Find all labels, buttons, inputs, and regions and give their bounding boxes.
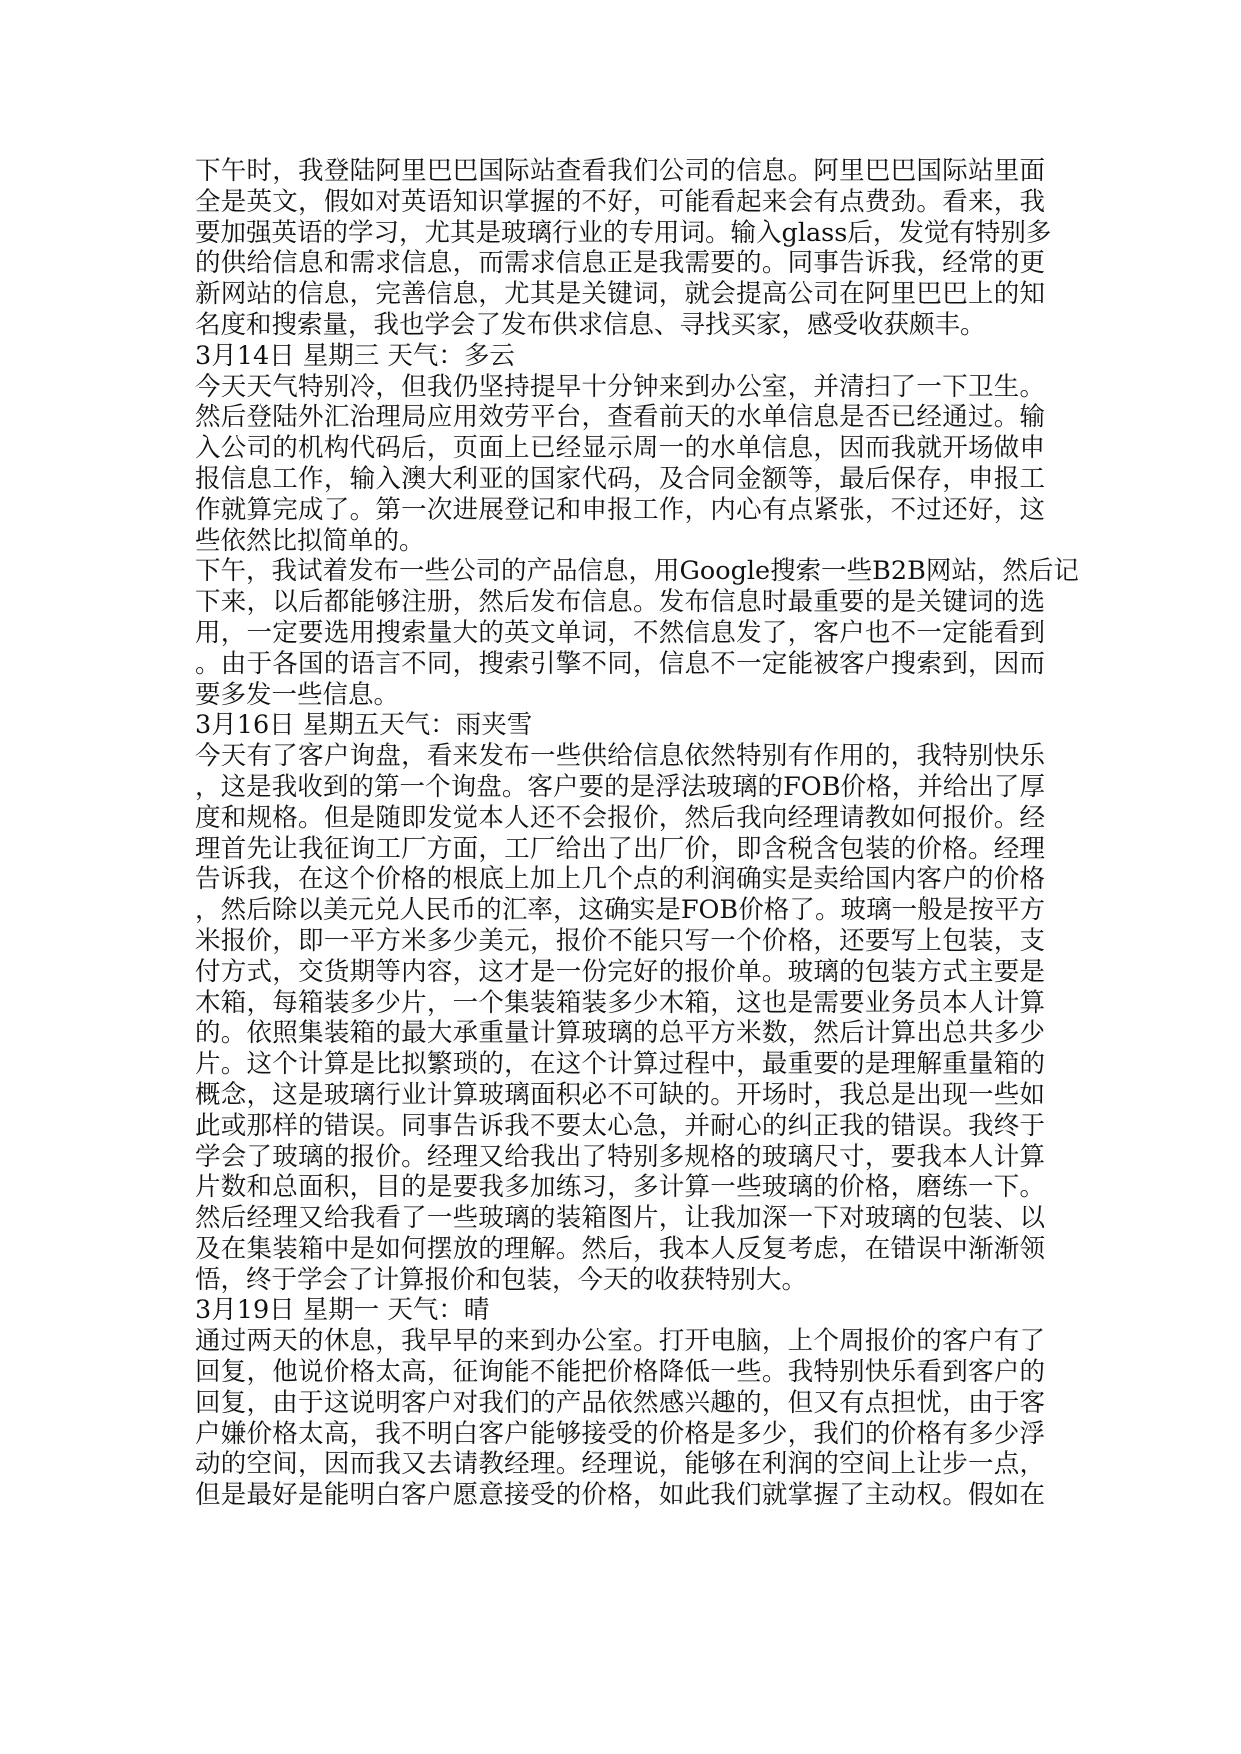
- text-line: 新网站的信息，完善信息，尤其是关键词，就会提高公司在阿里巴巴上的知: [195, 279, 1045, 310]
- text-line: 付方式，交货期等内容，这才是一份完好的报价单。玻璃的包装方式主要是: [195, 956, 1045, 987]
- text-line: 度和规格。但是随即发觉本人还不会报价，然后我向经理请教如何报价。经: [195, 802, 1045, 833]
- text-line: 理首先让我征询工厂方面，工厂给出了出厂价，即含税含包装的价格。经理: [195, 833, 1045, 864]
- text-line: 下午，我试着发布一些公司的产品信息，用Google搜索一些B2B网站，然后记: [195, 556, 1079, 587]
- text-line: 报信息工作，输入澳大利亚的国家代码，及合同金额等，最后保存，申报工: [195, 463, 1045, 494]
- text-line: 作就算完成了。第一次进展登记和申报工作，内心有点紧张，不过还好，这: [195, 494, 1045, 525]
- text-line-last: 名度和搜索量，我也学会了发布供求信息、寻找买家，感受收获颇丰。: [195, 309, 986, 340]
- text-line: 动的空间，因而我又去请教经理。经理说，能够在利润的空间上让步一点，: [195, 1449, 1045, 1480]
- text-line: 片数和总面积，目的是要我多加练习，多计算一些玻璃的价格，磨练一下。: [195, 1172, 1045, 1203]
- text-line: 然后经理又给我看了一些玻璃的装箱图片，让我加深一下对玻璃的包装、以: [195, 1203, 1045, 1234]
- text-line: 然后登陆外汇治理局应用效劳平台，查看前天的水单信息是否已经通过。输: [195, 402, 1045, 433]
- text-line: 片。这个计算是比拟繁琐的，在这个计算过程中，最重要的是理解重量箱的: [195, 1049, 1045, 1080]
- text-line: 用，一定要选用搜索量大的英文单词，不然信息发了，客户也不一定能看到: [195, 617, 1045, 648]
- document-body: [195, 156, 1079, 1511]
- text-line: 下午时，我登陆阿里巴巴国际站查看我们公司的信息。阿里巴巴国际站里面: [195, 156, 1045, 186]
- text-line: ，这是我收到的第一个询盘。客户要的是浮法玻璃的FOB价格，并给出了厚: [195, 771, 1045, 802]
- text-line: 今天有了客户询盘，看来发布一些供给信息依然特别有作用的，我特别快乐: [195, 741, 1045, 772]
- text-line: 的供给信息和需求信息，而需求信息正是我需要的。同事告诉我，经常的更: [195, 248, 1045, 279]
- text-line: 的。依照集装箱的最大承重量计算玻璃的总平方米数，然后计算出总共多少: [195, 1018, 1045, 1049]
- text-line: 告诉我，在这个价格的根底上加上几个点的利润确实是卖给国内客户的价格: [195, 864, 1045, 895]
- text-line: 此或那样的错误。同事告诉我不要太心急，并耐心的纠正我的错误。我终于: [195, 1110, 1045, 1141]
- text-line: 回复，他说价格太高，征询能不能把价格降低一些。我特别快乐看到客户的: [195, 1357, 1045, 1388]
- text-line: 学会了玻璃的报价。经理又给我出了特别多规格的玻璃尺寸，要我本人计算: [195, 1141, 1045, 1172]
- text-line: 户嫌价格太高，我不明白客户能够接受的价格是多少，我们的价格有多少浮: [195, 1418, 1045, 1449]
- text-line: 全是英文，假如对英语知识掌握的不好，可能看起来会有点费劲。看来，我: [195, 186, 1045, 217]
- text-line: ，然后除以美元兑人民币的汇率，这确实是FOB价格了。玻璃一般是按平方: [195, 895, 1045, 926]
- text-line-last: 些依然比拟简单的。: [195, 525, 425, 556]
- text-line: 通过两天的休息，我早早的来到办公室。打开电脑，上个周报价的客户有了: [195, 1326, 1045, 1357]
- text-line: 木箱，每箱装多少片，一个集装箱装多少木箱，这也是需要业务员本人计算: [195, 987, 1045, 1018]
- text-line: 下来，以后都能够注册，然后发布信息。发布信息时最重要的是关键词的选: [195, 587, 1045, 618]
- text-line: 概念，这是玻璃行业计算玻璃面积必不可缺的。开场时，我总是出现一些如: [195, 1079, 1045, 1110]
- text-line: 及在集装箱中是如何摆放的理解。然后，我本人反复考虑，在错误中渐渐领: [195, 1233, 1045, 1264]
- text-line: 米报价，即一平方米多少美元，报价不能只写一个价格，还要写上包装，支: [195, 925, 1045, 956]
- text-line: 但是最好是能明白客户愿意接受的价格，如此我们就掌握了主动权。假如在: [195, 1480, 1045, 1511]
- text-line-last: 要多发一些信息。: [195, 679, 400, 710]
- text-line: 今天天气特别冷，但我仍坚持提早十分钟来到办公室，并清扫了一下卫生。: [195, 371, 1045, 402]
- text-line-last: 3月19日 星期一 天气：晴: [195, 1295, 490, 1326]
- text-line-last: 3月16日 星期五天气：雨夹雪: [195, 710, 533, 741]
- text-line-last: 3月14日 星期三 天气：多云: [195, 340, 515, 371]
- text-line: 要加强英语的学习，尤其是玻璃行业的专用词。输入glass后，发觉有特别多: [195, 217, 1052, 248]
- text-line: 。由于各国的语言不同，搜索引擎不同，信息不一定能被客户搜索到，因而: [195, 648, 1045, 679]
- text-line: 入公司的机构代码后，页面上已经显示周一的水单信息，因而我就开场做申: [195, 433, 1045, 464]
- text-line-last: 悟，终于学会了计算报价和包装，今天的收获特别大。: [195, 1264, 808, 1295]
- text-line: 回复，由于这说明客户对我们的产品依然感兴趣的，但又有点担忧，由于客: [195, 1387, 1045, 1418]
